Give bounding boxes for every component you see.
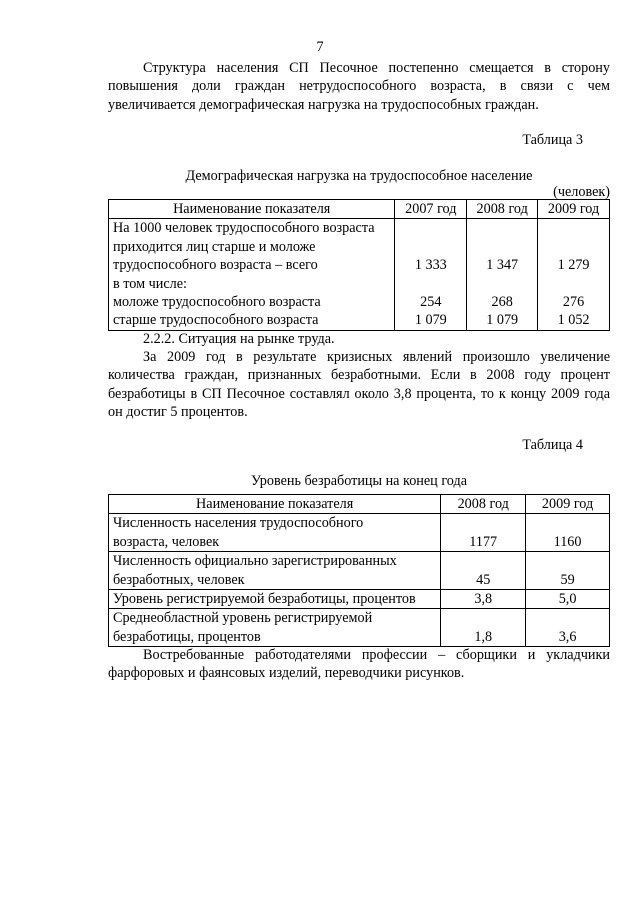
table3-title: Демографическая нагрузка на трудоспособное население — [185, 168, 533, 184]
table-row — [109, 590, 610, 609]
table3-label: Таблица 3 — [522, 132, 583, 148]
table3 — [108, 199, 610, 331]
table4-title: Уровень безработицы на конец года — [251, 473, 467, 489]
table4-header-2008: 2008 год — [441, 495, 526, 514]
table4-cell-2008: 3,8 — [441, 590, 526, 609]
table4-cell-2009: 1160 — [526, 514, 610, 552]
table3-unit: (человек) — [553, 184, 610, 200]
table3-col-2008: 1 347 268 1 079 — [467, 219, 538, 330]
table4-cell-2009: 59 — [526, 552, 610, 590]
section-heading: 2.2.2. Ситуация на рынке труда. — [143, 331, 335, 347]
closing-paragraph: Востребованные работодателями профессии – сборщики и укладчики фарфоровых и фаянсовых изделий, переводчики рисунков. — [108, 647, 610, 682]
table4-cell-2008: 45 — [441, 552, 526, 590]
table4-cell-2008: 1177 — [441, 514, 526, 552]
table3-header-row — [109, 200, 610, 219]
table4-header-row — [109, 495, 610, 514]
table3-col-2007: 1 333 254 1 079 — [395, 219, 467, 330]
page-number: 7 — [316, 39, 324, 55]
table3-header-name: Наименование показателя — [109, 200, 395, 219]
table4-header-2009: 2009 год — [526, 495, 610, 514]
table-row — [109, 552, 610, 590]
table3-header-2008: 2008 год — [467, 200, 538, 219]
table4 — [108, 494, 610, 647]
table-row — [109, 219, 610, 330]
table3-row-label: На 1000 человек трудоспособного возраста приходится лиц старше и моложе трудоспособного возраста – всего в том числе: моложе трудоспособного возраста старше трудоспособного возраста — [109, 219, 395, 330]
table4-label: Таблица 4 — [522, 437, 583, 453]
table3-col-2009: 1 279 276 1 052 — [538, 219, 610, 330]
table4-row-label: Численность населения трудоспособного возраста, человек — [109, 514, 441, 552]
table4-header-name: Наименование показателя — [109, 495, 441, 514]
table3-header-2007: 2007 год — [395, 200, 467, 219]
table4-cell-2009: 3,6 — [526, 609, 610, 647]
table3-header-2009: 2009 год — [538, 200, 610, 219]
intro-paragraph: Структура населения СП Песочное постепенно смещается в сторону повышения доли граждан нетрудоспособного возраста, в связи с чем увеличивается демографическая нагрузка на трудоспособных граждан. — [108, 60, 610, 113]
table-row — [109, 514, 610, 552]
table4-cell-2008: 1,8 — [441, 609, 526, 647]
table-row — [109, 609, 610, 647]
table4-row-label: Численность официально зарегистрированных безработных, человек — [109, 552, 441, 590]
labor-paragraph: За 2009 год в результате кризисных явлений произошло увеличение количества граждан, признанных безработными. Если в 2008 году процент безработицы в СП Песочное составлял около 3,8 процента, то к концу 2009 года он достиг 5 процентов. — [108, 349, 610, 421]
table4-cell-2009: 5,0 — [526, 590, 610, 609]
table4-row-label: Уровень регистрируемой безработицы, процентов — [109, 590, 441, 609]
table4-row-label: Среднеобластной уровень регистрируемой безработицы, процентов — [109, 609, 441, 647]
